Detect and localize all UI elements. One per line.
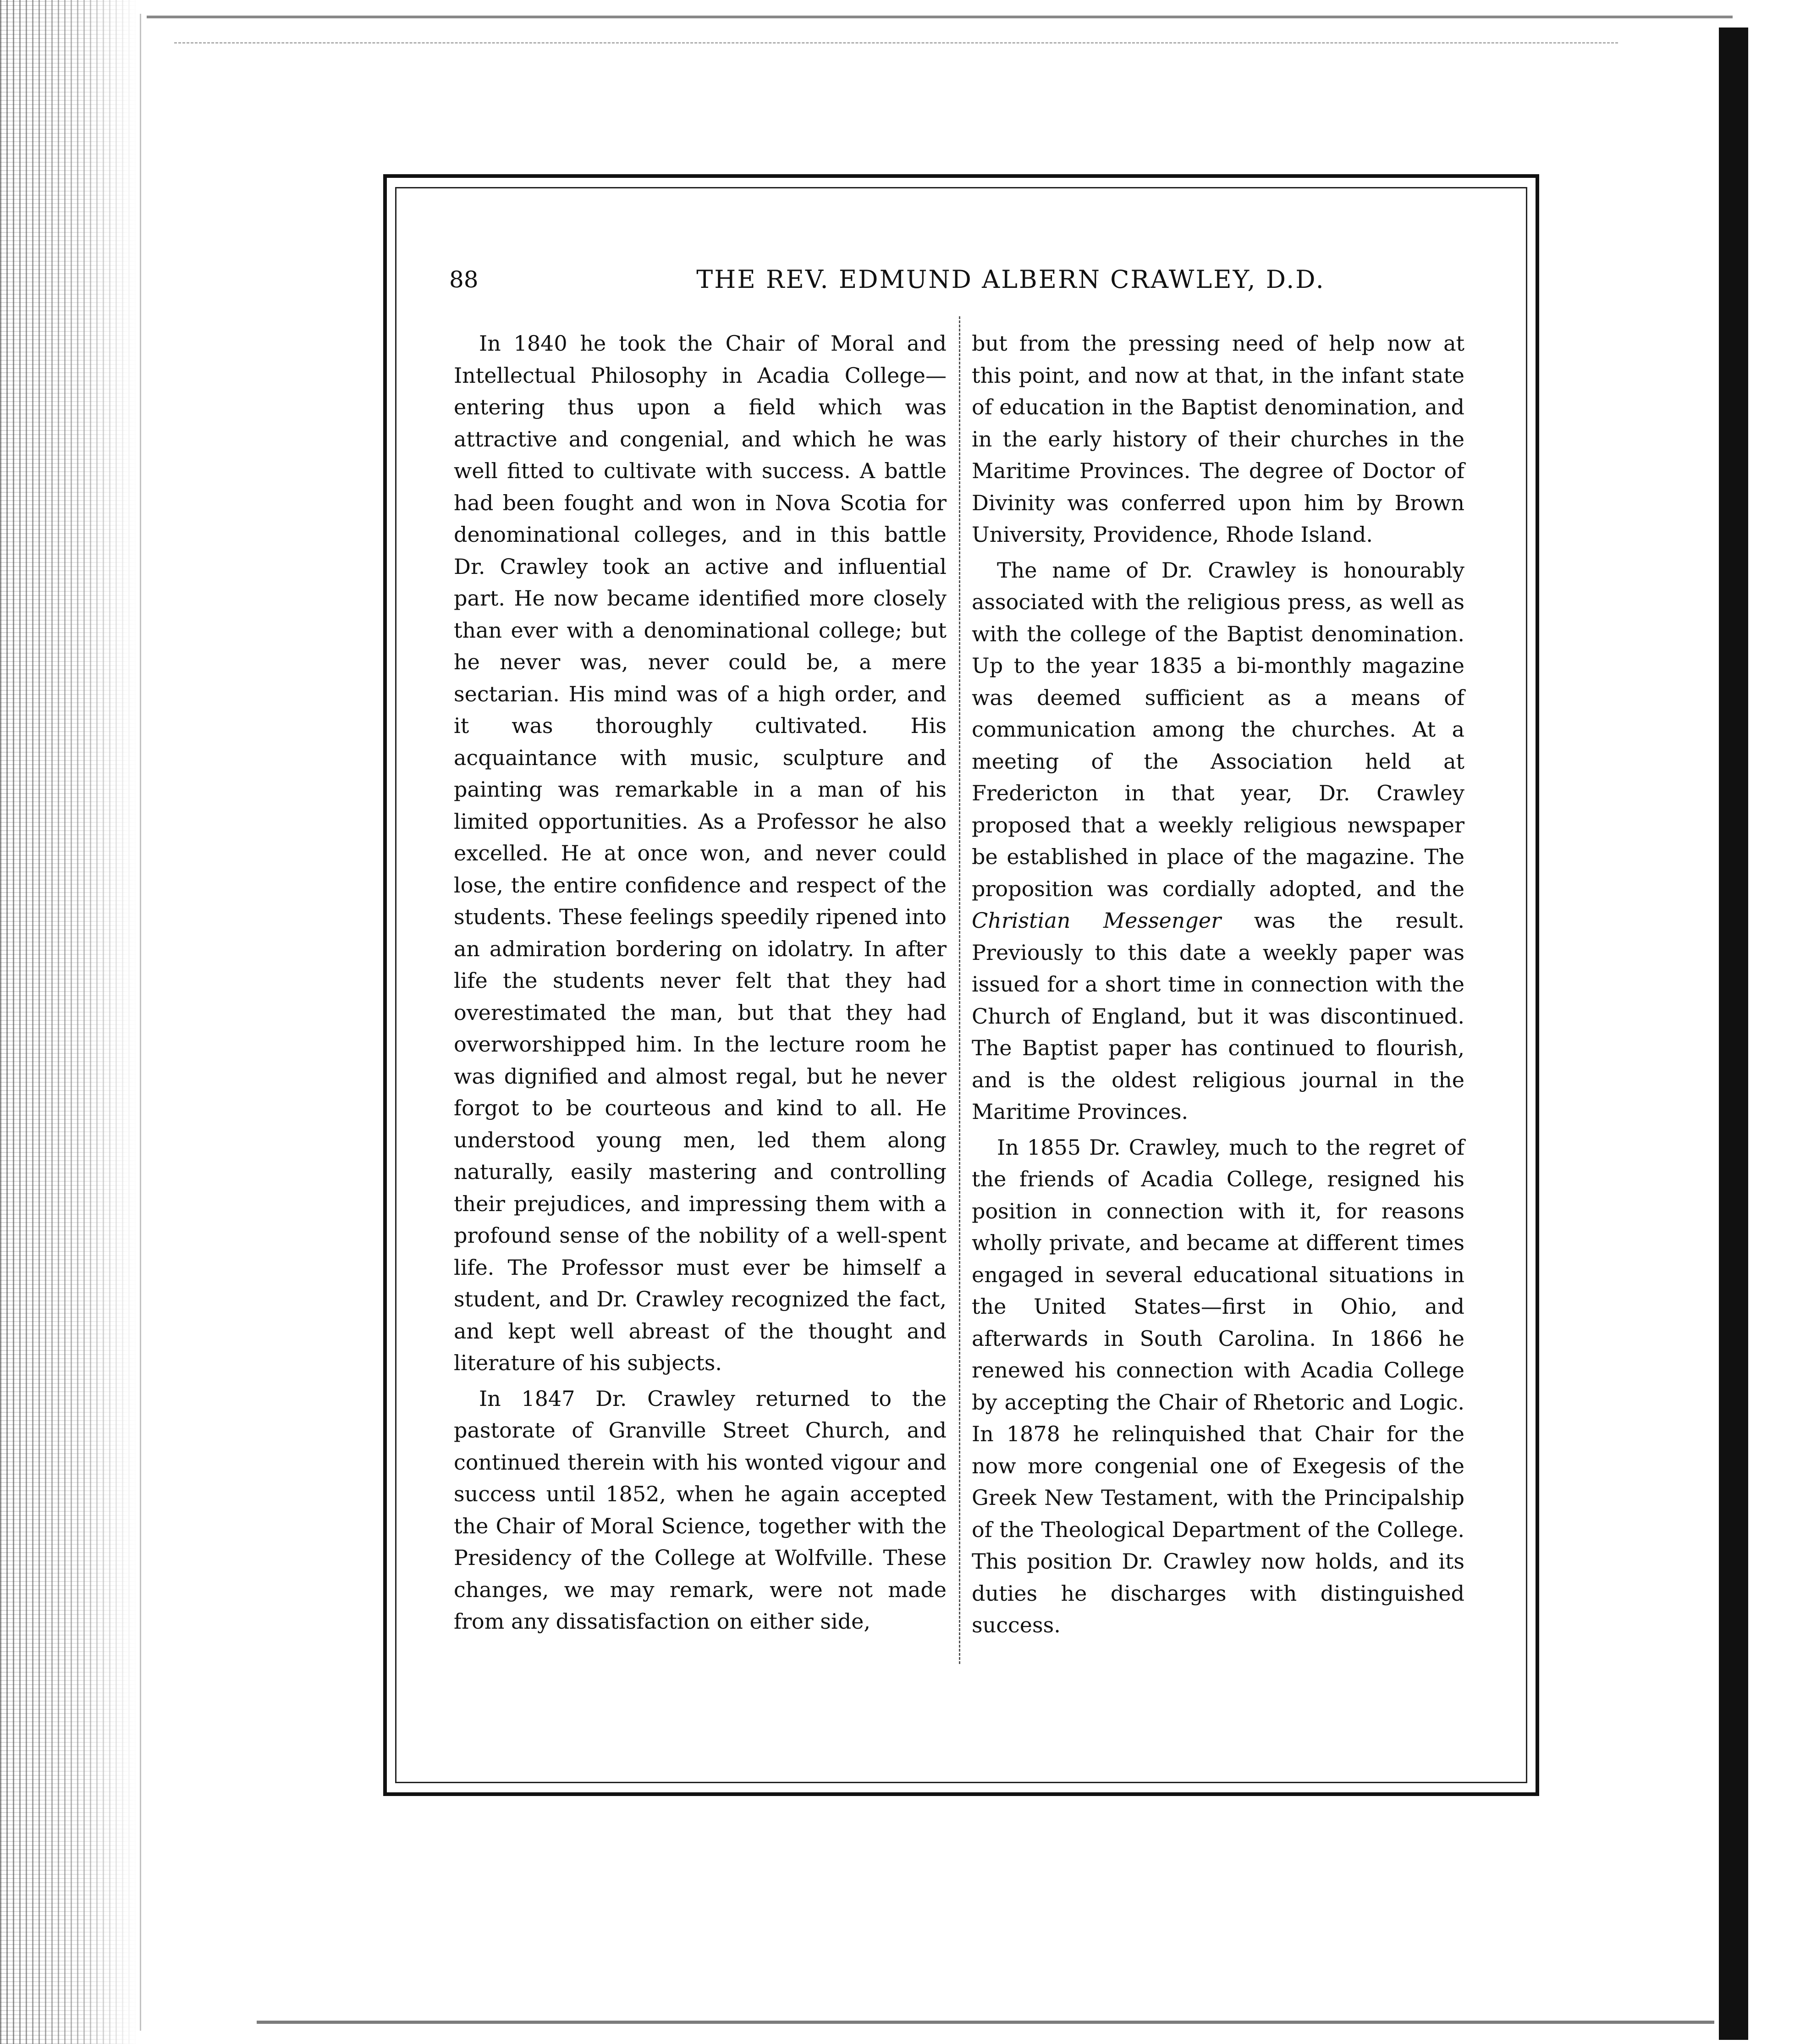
scan-top-edge-rule: [174, 42, 1618, 44]
paragraph: but from the pressing need of help now at this point, and now at that, in the infant state of education in the Baptist denomination, and in the early history of their churches in the Maritime Provinces. The degree of Doctor of Divinity was conferred upon him by Brown University, Providence, Rhode Island.: [972, 331, 1464, 547]
running-head: [449, 264, 1467, 296]
text-column-left: [454, 328, 947, 1642]
scan-binding-edge: [0, 0, 138, 2044]
scan-bottom-edge: [257, 2021, 1714, 2028]
paragraph: In 1855 Dr. Crawley, much to the regret of the friends of Acadia College, resigned his position in connection with it, for reasons wholly private, and became at different times engaged in several educational situations in the United States—first in Ohio, and afterwards in South Carolina. In 1866 he renewed his connection with Acadia College by accepting the Chair of Rhetoric and Logic. In 1878 he relinquished that Chair for the now more congenial one of Exegesis of the Greek New Testament, with the Principalship of the Theological Department of the College. This position Dr. Crawley now holds, and its duties he discharges with distinguished success.: [972, 1135, 1464, 1637]
scan-page-edge-line: [140, 14, 141, 2031]
paragraph: [972, 555, 1464, 1128]
newspaper-title: Christian Messenger: [972, 908, 1222, 933]
page-number: 88: [449, 266, 479, 293]
text-column-right: [972, 328, 1464, 1645]
paragraph: In 1840 he took the Chair of Moral and Intellectual Philosophy in Acadia College—entering thus upon a field which was attractive and congenial, and which he was well fitted to cultivate with success. A battle had been fought and won in Nova Scotia for denominational colleges, and in this battle Dr. Crawley took an active and influential part. He now became identified more closely than ever with a denominational college; but he never was, never could be, a mere sectarian. His mind was of a high order, and it was thoroughly cultivated. His acquaintance with music, sculpture and painting was remarkable in a man of his limited opportunities. As a Professor he also excelled. He at once won, and never could lose, the entire confidence and respect of the students. These feelings speedily ripened into an admiration bordering on idolatry. In after life the students never felt that they had overestimated the man, but that they had overworshipped him. In the lecture room he was dignified and almost regal, but he never forgot to be courteous and kind to all. He understood young men, led them along naturally, easily mastering and controlling their prejudices, and impressing them with a profound sense of the nobility of a well-spent life. The Professor must ever be himself a student, and Dr. Crawley recognized the fact, and kept well abreast of the thought and literature of his subjects.: [454, 331, 947, 1375]
scan-top-edge: [147, 16, 1733, 23]
page-title: THE REV. EDMUND ALBERN CRAWLEY, D.D.: [696, 265, 1325, 294]
paragraph-text: was the result. Previously to this date a weekly paper was issued for a short time in connection with the Church of England, but it was discontinued. The Baptist paper has continued to flourish, and is the oldest religious journal in the Maritime Provinces.: [972, 908, 1464, 1124]
paragraph: In 1847 Dr. Crawley returned to the pastorate of Granville Street Church, and continued therein with his wonted vigour and success until 1852, when he again accepted the Chair of Moral Science, together with the Presidency of the College at Wolfville. These changes, we may remark, were not made from any dissatisfaction on either side,: [454, 1386, 947, 1634]
scan-right-dark-border: [1719, 28, 1748, 2040]
column-divider: [959, 316, 960, 1664]
paragraph-text: The name of Dr. Crawley is honourably associated with the religious press, as well as with the college of the Baptist denomination. Up to the year 1835 a bi-monthly magazine was deemed sufficient as a means of communication among the churches. At a meeting of the Association held at Fredericton in that year, Dr. Crawley proposed that a weekly religious newspaper be established in place of the magazine. The proposition was cordially adopted, and the: [972, 557, 1464, 901]
